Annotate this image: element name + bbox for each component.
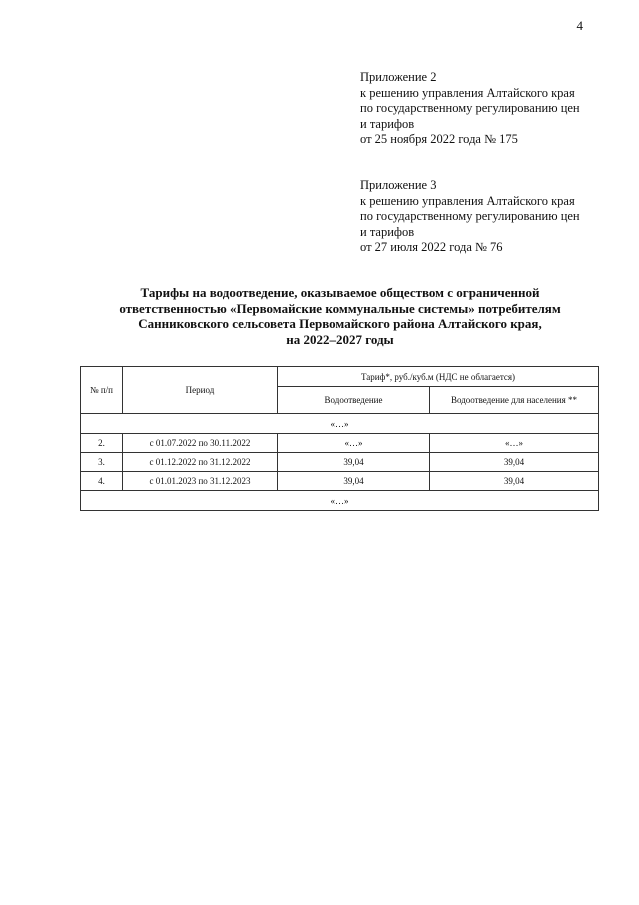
appendix-line: от 27 июля 2022 года № 76 <box>360 240 503 254</box>
appendix-line: Приложение 3 <box>360 178 437 192</box>
appendix-line: по государственному регулированию цен <box>360 101 580 115</box>
header-period: Период <box>123 367 278 414</box>
cell-period: с 01.12.2022 по 31.12.2022 <box>123 453 278 472</box>
cell-drainage: «…» <box>278 434 430 453</box>
appendix-line: к решению управления Алтайского края <box>360 193 575 208</box>
tariff-table <box>80 366 599 511</box>
appendix-line: Приложение 2 <box>360 70 437 84</box>
appendix-2-header <box>360 70 580 148</box>
cell-population: 39,04 <box>430 453 599 472</box>
ellipsis-row-top: «…» <box>81 414 599 434</box>
appendix-3-header <box>360 178 580 256</box>
document-title <box>80 285 600 347</box>
cell-period: с 01.07.2022 по 30.11.2022 <box>123 434 278 453</box>
appendix-line: и тарифов <box>360 224 415 239</box>
appendix-line: к решению управления Алтайского края <box>360 85 575 100</box>
header-tariff-group: Тариф*, руб./куб.м (НДС не облагается) <box>278 367 599 387</box>
cell-drainage: 39,04 <box>278 453 430 472</box>
header-number: № п/п <box>81 367 123 414</box>
cell-number: 2. <box>81 434 123 453</box>
title-line: ответственностью «Первомайские коммунальные системы» потребителям <box>119 300 561 316</box>
page-number: 4 <box>576 18 583 33</box>
cell-number: 3. <box>81 453 123 472</box>
cell-number: 4. <box>81 472 123 491</box>
title-line: Тарифы на водоотведение, оказываемое обществом с ограниченной <box>140 285 540 300</box>
cell-drainage: 39,04 <box>278 472 430 491</box>
cell-population: 39,04 <box>430 472 599 491</box>
header-drainage: Водоотведение <box>278 387 430 414</box>
header-drainage-population: Водоотведение для населения ** <box>430 387 599 414</box>
table-row <box>81 434 599 453</box>
table-row <box>81 472 599 491</box>
appendix-line: от 25 ноября 2022 года № 175 <box>360 132 518 146</box>
cell-population: «…» <box>430 434 599 453</box>
appendix-line: по государственному регулированию цен <box>360 209 580 223</box>
title-line: Санниковского сельсовета Первомайского района Алтайского края, <box>138 316 542 331</box>
ellipsis-row-bottom: «…» <box>81 491 599 511</box>
appendix-line: и тарифов <box>360 116 415 131</box>
cell-period: с 01.01.2023 по 31.12.2023 <box>123 472 278 491</box>
title-line: на 2022–2027 годы <box>286 331 394 347</box>
table-row <box>81 453 599 472</box>
